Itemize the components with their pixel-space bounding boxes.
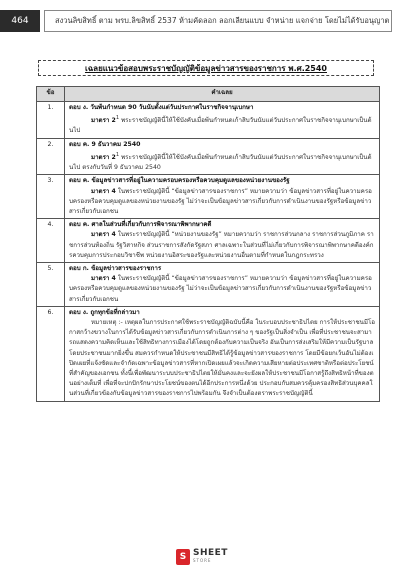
copyright-notice: สงวนลิขสิทธิ์ ตาม พรบ.ลิขสิทธิ์ 2537 ห้ามคัดลอก ลอกเลียนแบบ จำหน่าย แจกจ่าย โดยไม่ได้รับอนุญาต <box>44 10 392 32</box>
column-header-number: ข้อ <box>37 87 65 102</box>
section-label: มาตรา 2 <box>91 153 116 161</box>
table-row <box>37 306 380 401</box>
answer-cell <box>65 306 380 401</box>
row-number: 3. <box>37 175 65 219</box>
table-row <box>37 175 380 219</box>
answer-cell <box>65 219 380 263</box>
section-label: มาตรา 4 <box>91 275 116 283</box>
answer-explanation: มาตรา $2^1$ พระราชบัญญัตินี้ให้ใช้บังคับเมื่อพ้นกำหนดเก้าสิบวันนับแต่วันประกาศในราชกิจจานุเบกษาเป็นต้นไป ตรงกับวันที่ 9 ธันวาคม 2540 <box>69 151 372 172</box>
answer-heading: ตอบ ง. ถูกทุกข้อที่กล่าวมา <box>69 308 140 316</box>
answer-heading: ตอบ ก. ข้อมูลข่าวสารของราชการ <box>69 264 162 272</box>
explanation-text: พระราชบัญญัตินี้ให้ใช้บังคับเมื่อพ้นกำหนดเก้าสิบวันนับแต่วันประกาศในราชกิจจานุเบกษาเป็นต้นไป ตรงกับวันที่ 9 ธันวาคม 2540 <box>69 153 372 172</box>
row-number: 1. <box>37 102 65 139</box>
section-label: มาตรา 4 <box>91 231 116 239</box>
answer-heading: ตอบ ค. 9 ธันวาคม 2540 <box>69 140 141 148</box>
logo-name: SHEET <box>193 548 228 558</box>
answer-cell <box>65 262 380 306</box>
answer-cell <box>65 138 380 175</box>
answer-explanation: มาตรา $2^1$ พระราชบัญญัตินี้ให้ใช้บังคับเมื่อพ้นกำหนดเก้าสิบวันนับแต่วันประกาศในราชกิจจานุเบกษาเป็นต้นไป <box>69 115 372 135</box>
answer-heading: ตอบ ง. วันพ้นกำหนด 90 วันนับตั้งแต่วันประกาศในราชกิจจานุเบกษา <box>69 104 254 111</box>
row-number: 2. <box>37 138 65 175</box>
answer-table <box>36 86 380 402</box>
answer-heading: ตอบ ค. ข้อมูลข่าวสารที่อยู่ในความครอบครองหรือควบคุมดูแลของหน่วยงานของรัฐ <box>69 177 290 185</box>
answer-explanation <box>69 230 375 261</box>
table-row <box>37 102 380 139</box>
column-header-answer: คำเฉลย <box>65 87 380 102</box>
table-row <box>37 219 380 263</box>
section-label: มาตรา 2 <box>91 117 116 125</box>
page-number: 464 <box>0 10 40 32</box>
answer-explanation <box>69 187 375 218</box>
explanation-text: ในพระราชบัญญัตินี้ “ข้อมูลข่าวสารของราชการ” หมายความว่า ข้อมูลข่าวสารที่อยู่ในความครอบครองหรือควบคุมดูแลของหน่วยงานของรัฐ ไม่ว่าจะเป็นข้อมูลข่าวสารเกี่ยวกับการดำเนินงานของรัฐหรือข้อมูลข่าวสารเกี่ยวกับเอกชน <box>69 275 372 303</box>
answer-cell <box>65 102 380 139</box>
answer-explanation <box>69 318 375 400</box>
table-header-row <box>37 87 380 102</box>
sheet-store-logo <box>176 548 246 566</box>
document-title <box>38 60 374 76</box>
logo-mark-icon: S <box>176 549 190 565</box>
logo-text <box>193 549 228 565</box>
explanation-text: ในพระราชบัญญัตินี้ “หน่วยงานของรัฐ” หมายความว่า ราชการส่วนกลาง ราชการส่วนภูมิภาค ราชการส่วนท้องถิ่น รัฐวิสาหกิจ ส่วนราชการสังกัดรัฐสภา ศาลเฉพาะในส่วนที่ไม่เกี่ยวกับการพิจารณาพิพากษาคดีองค์กรควบคุมการประกอบวิชาชีพ หน่วยงานอิสระของรัฐและหน่วยงานอื่นตามที่กำหนดในกฎกระทรวง <box>69 231 374 259</box>
table-row <box>37 262 380 306</box>
explanation-text: ในพระราชบัญญัตินี้ “ข้อมูลข่าวสารของราชการ” หมายความว่า ข้อมูลข่าวสารที่อยู่ในความครอบครองหรือควบคุมดูแลของหน่วยงานของรัฐ ไม่ว่าจะเป็นข้อมูลข่าวสารเกี่ยวกับการดำเนินงานของรัฐหรือข้อมูลข่าวสารเกี่ยวกับเอกชน <box>69 187 372 215</box>
explanation-text: พระราชบัญญัตินี้ให้ใช้บังคับเมื่อพ้นกำหนดเก้าสิบวันนับแต่วันประกาศในราชกิจจานุเบกษาเป็นต้นไป <box>69 117 372 135</box>
logo-subtitle: STORE <box>193 558 212 563</box>
explanation-text: หมายเหตุ :- เหตุผลในการประกาศใช้พระราชบัญญัติฉบับนี้คือ ในระบอบประชาธิปไตย การให้ประชาชนมีโอกาสกว้างขวางในการได้รับข้อมูลข่าวสารเกี่ยวกับการดำเนินการต่าง ๆ ของรัฐเป็นสิ่งจำเป็น เพื่อที่ประชาชนจะสามารถแสดงความคิดเห็นและใช้สิทธิทางการเมืองได้โดยถูกต้องกับความเป็นจริง อันเป็นการส่งเสริมให้มีความเป็นรัฐบาลโดยประชาชนมากยิ่งขึ้น สมควรกำหนดให้ประชาชนมีสิทธิได้รู้ข้อมูลข่าวสารของราชการ โดยมีข้อยกเว้นอันไม่ต้องเปิดเผยที่แจ้งชัดและจำกัดเฉพาะข้อมูลข่าวสารที่หากเปิดเผยแล้วจะเกิดความเสียหายต่อประเทศชาติหรือต่อประโยชน์ที่สำคัญของเอกชน ทั้งนี้เพื่อพัฒนาระบบประชาธิปไตยให้มั่นคงและจะยังผลให้ประชาชนมีโอกาสรู้ถึงสิทธิหน้าที่ของตนอย่างเต็มที่ เพื่อที่จะปกปักรักษาประโยชน์ของตนได้อีกประการหนึ่งด้วย ประกอบกับสมควรคุ้มครองสิทธิส่วนบุคคลในส่วนที่เกี่ยวข้องกับข้อมูลข่าวสารของราชการไปพร้อมกัน จึงจำเป็นต้องตราพระราชบัญญัตินี้ <box>69 318 376 398</box>
row-number: 4. <box>37 219 65 263</box>
document-title-text: เฉลยแนวข้อสอบพระราชบัญญัติข้อมูลข่าวสารของราชการ พ.ศ.2540 <box>84 63 327 73</box>
section-label: มาตรา 4 <box>91 187 116 195</box>
table-row <box>37 138 380 175</box>
answer-heading: ตอบ ค. ศาลในส่วนที่เกี่ยวกับการพิจารณาพิพากษาคดี <box>69 221 212 229</box>
answer-cell <box>65 175 380 219</box>
row-number: 6. <box>37 306 65 401</box>
answer-explanation <box>69 274 375 305</box>
row-number: 5. <box>37 262 65 306</box>
